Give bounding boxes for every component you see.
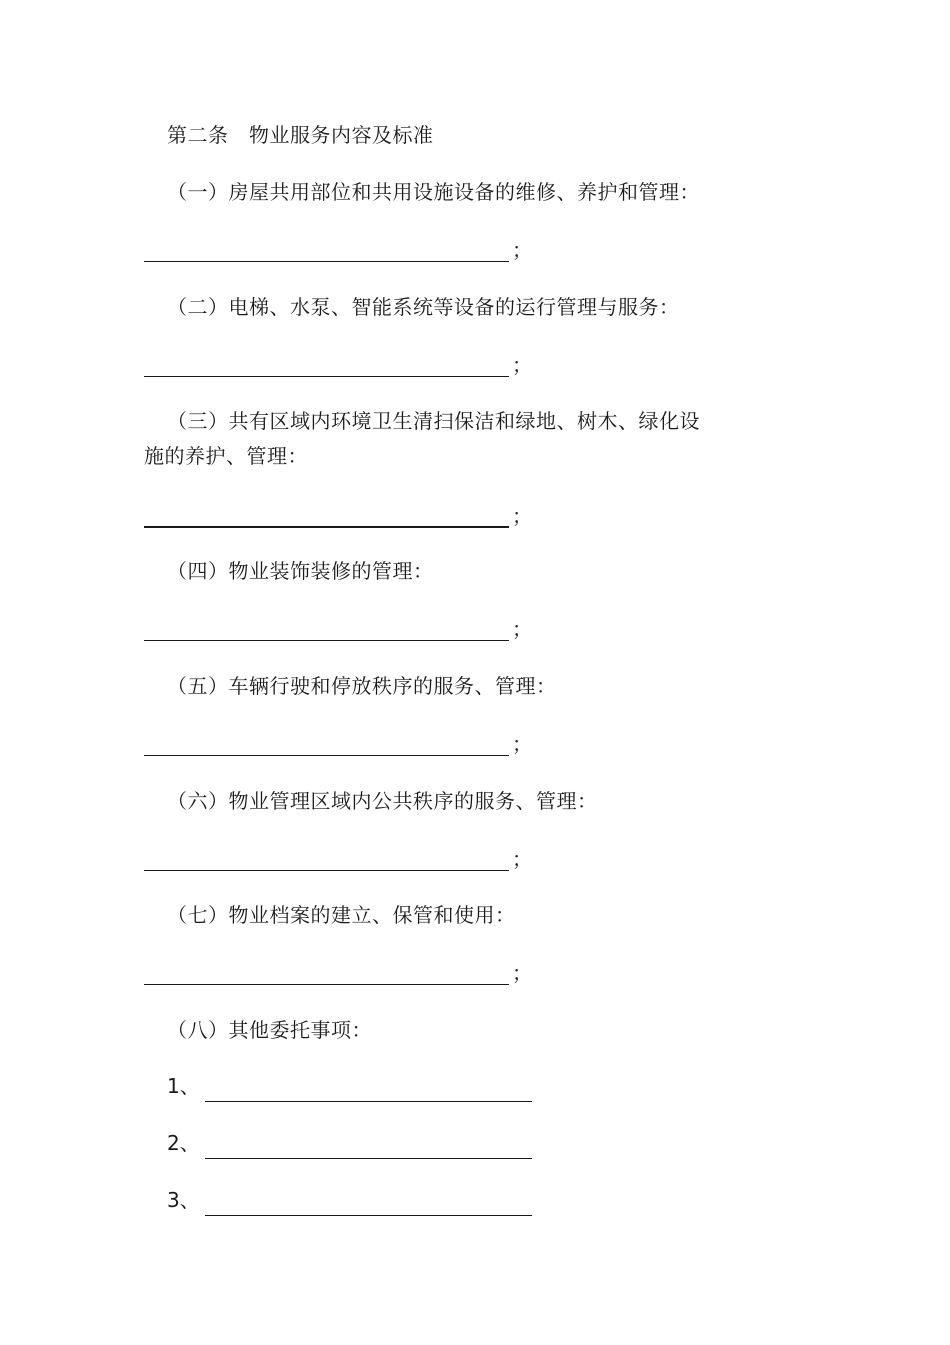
section-6-label: （六）物业管理区域内公共秩序的服务、管理： [167,789,598,813]
fill-in-line [205,1101,532,1102]
semicolon: ； [512,353,532,377]
article-title: 第二条 物业服务内容及标准 [167,123,434,147]
semicolon: ； [512,732,532,756]
other-item-2[interactable] [167,1129,547,1159]
fill-in-line [144,640,509,641]
item-number: 3、 [167,1188,200,1212]
section-6-blank[interactable] [144,845,544,873]
semicolon: ； [512,238,532,262]
item-number: 1、 [167,1074,200,1098]
section-3-blank[interactable] [144,502,544,530]
section-2-blank[interactable] [144,351,544,379]
fill-in-line [144,870,509,871]
section-3-label-line1: （三）共有区域内环境卫生清扫保洁和绿地、树木、绿化设 [167,409,700,433]
section-8-label: （八）其他委托事项： [167,1018,372,1042]
section-1-blank[interactable] [144,236,544,264]
section-2-label: （二）电梯、水泵、智能系统等设备的运行管理与服务： [167,295,680,319]
fill-in-line [144,376,509,377]
section-4-label: （四）物业装饰装修的管理： [167,559,434,583]
fill-in-line [205,1215,532,1216]
item-number: 2、 [167,1131,200,1155]
section-5-label: （五）车辆行驶和停放秩序的服务、管理： [167,674,557,698]
other-item-1[interactable] [167,1072,547,1102]
semicolon: ； [512,961,532,985]
fill-in-line [144,526,509,528]
section-5-blank[interactable] [144,730,544,758]
other-item-3[interactable] [167,1186,547,1216]
section-7-blank[interactable] [144,959,544,987]
semicolon: ； [512,617,532,641]
semicolon: ； [512,847,532,871]
fill-in-line [144,755,509,756]
fill-in-line [144,984,509,985]
section-1-label: （一）房屋共用部位和共用设施设备的维修、养护和管理： [167,180,700,204]
section-7-label: （七）物业档案的建立、保管和使用： [167,903,516,927]
fill-in-line [144,261,509,262]
semicolon: ； [512,504,532,528]
section-3-label-line2: 施的养护、管理： [144,444,308,468]
fill-in-line [205,1158,532,1159]
section-4-blank[interactable] [144,615,544,643]
